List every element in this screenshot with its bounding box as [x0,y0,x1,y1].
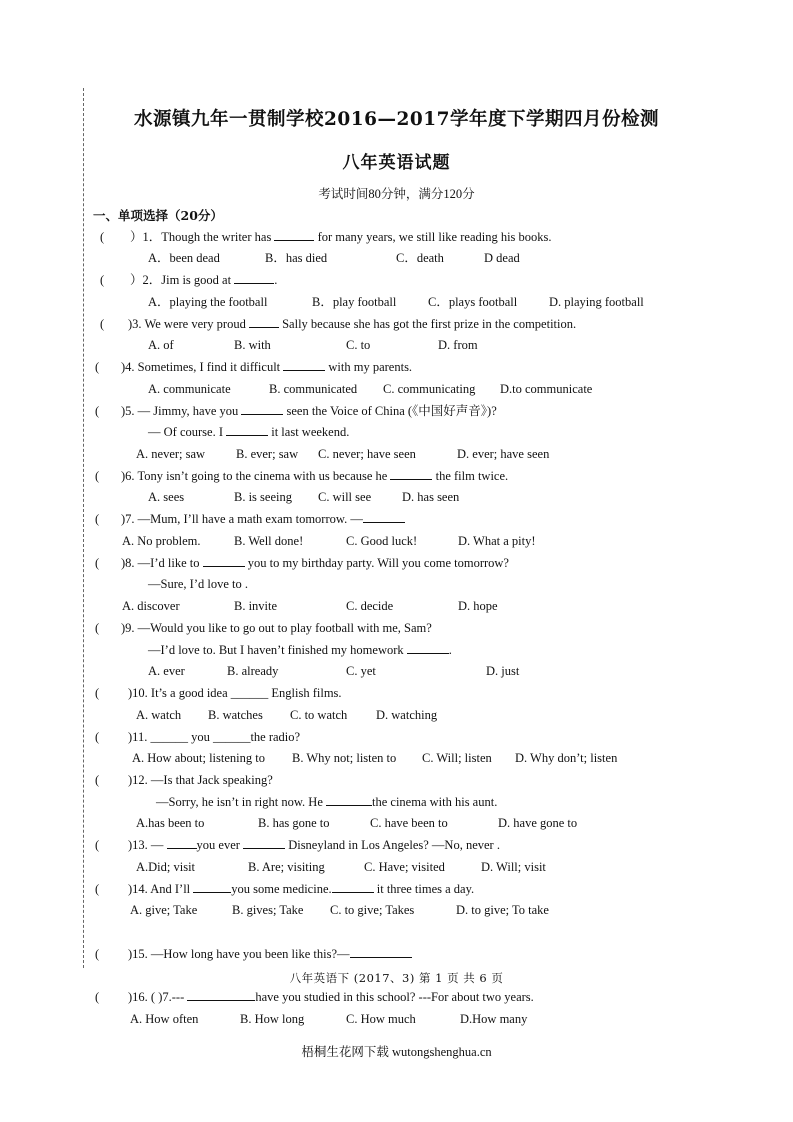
page-footer: 八年英语下 (2017、3) 第 1 页 共 6 页 [289,971,504,985]
option-b: B. Are; visiting [248,860,325,874]
option-c: C. decide [346,599,394,613]
option-a: A. watch [136,708,182,722]
answer-paren-q5: ( [95,404,100,418]
option-a: A. No problem. [122,534,201,548]
answer-paren-q10: ( [95,686,100,700]
option-d: D dead [484,251,520,265]
option-c: C. never; have seen [318,447,416,461]
answer-blank [226,424,268,436]
option-c: C. How much [346,1012,416,1026]
answer-blank [249,316,279,328]
answer-paren-q14: ( [95,882,100,896]
answer-paren-q3: ( [100,317,105,331]
answer-blank [167,837,197,849]
option-a: A. discover [122,599,180,613]
option-c: C．plays football [428,295,518,309]
option-a: A. How often [130,1012,199,1026]
option-a: A. never; saw [136,447,206,461]
question-12-line2: —Sorry, he isn’t in right now. He the cinema with his aunt. [156,795,498,809]
question-9-line2: —I’d love to. But I haven’t finished my homework . [148,643,452,657]
option-d: D. watching [376,708,438,722]
binding-cut-line [83,88,84,968]
download-source-link[interactable]: 梧桐生花网下载 wutongshenghua.cn [301,1045,492,1059]
answer-paren-q13: ( [95,838,100,852]
option-b: B. communicated [269,382,358,396]
option-b: B. is seeing [234,490,292,504]
option-a: A. ever [148,664,185,678]
question-11: )11. ______ you ______the radio? [128,730,301,744]
option-b: B. ever; saw [236,447,299,461]
answer-blank [363,511,405,523]
option-a: A. How about; listening to [132,751,265,765]
answer-blank [326,794,372,806]
question-1: ）1．Though the writer has for many years, we still like reading his books. [130,230,552,244]
section-heading: 一、单项选择（20分） [93,208,223,223]
option-d: D. has seen [402,490,460,504]
option-a: A. of [148,338,174,352]
option-d: D. to give; To take [456,903,549,917]
question-6: )6. Tony isn’t going to the cinema with us because he the film twice. [121,469,509,483]
option-d: D. just [486,664,520,678]
answer-paren-q11: ( [95,730,100,744]
option-a: A.has been to [136,816,205,830]
option-b: B．play football [312,295,397,309]
answer-paren-q7: ( [95,512,100,526]
option-c: C. to give; Takes [330,903,415,917]
option-b: B. gives; Take [232,903,304,917]
option-d: D. What a pity! [458,534,536,548]
question-3: )3. We were very proud Sally because she has got the first prize in the competition. [128,317,577,331]
option-b: B. invite [234,599,278,613]
option-b: B. watches [208,708,263,722]
answer-paren-q4: ( [95,360,100,374]
answer-paren-q2: ( [100,273,105,287]
option-b: B. Why not; listen to [292,751,397,765]
option-b: B. already [227,664,279,678]
option-c: C. will see [318,490,372,504]
answer-blank [407,642,449,654]
answer-blank [350,946,412,958]
answer-paren-q8: ( [95,556,100,570]
answer-paren-q16: ( [95,990,100,1004]
question-4: )4. Sometimes, I find it difficult with my parents. [121,360,413,374]
option-c: C．death [396,251,444,265]
option-d: D. hope [458,599,498,613]
option-d: D. Why don’t; listen [515,751,618,765]
question-7: )7. —Mum, I’ll have a math exam tomorrow. — [121,511,405,527]
question-14: )14. And I’ll you some medicine. it three times a day. [128,882,475,896]
option-c: C. Good luck! [346,534,418,548]
answer-blank [283,359,325,371]
option-a: A. sees [148,490,185,504]
option-d: D. from [438,338,478,352]
option-d: D. ever; have seen [457,447,550,461]
option-b: B. has gone to [258,816,330,830]
option-d: D. have gone to [498,816,578,830]
exam-info: 考试时间80分钟，满分120分 [318,187,475,201]
answer-paren-q12: ( [95,773,100,787]
answer-paren-q6: ( [95,469,100,483]
question-15: )15. —How long have you been like this?— [128,946,412,962]
answer-blank [193,881,231,893]
option-d: D. Will; visit [481,860,546,874]
option-d: D.How many [460,1012,528,1026]
option-d: D.to communicate [500,382,593,396]
exam-subtitle: 八年英语试题 [342,153,451,173]
option-a: A．been dead [148,251,220,265]
question-5-line2: — Of course. I it last weekend. [148,425,350,439]
option-a: A. communicate [148,382,231,396]
question-2: ）2．Jim is good at . [130,273,278,287]
answer-blank [390,468,432,480]
answer-blank [203,555,245,567]
option-c: C. to watch [290,708,348,722]
option-a: A．playing the football [148,295,268,309]
option-c: C. have been to [370,816,448,830]
option-b: B．has died [265,251,328,265]
question-9: )9. —Would you like to go out to play football with me, Sam? [121,621,432,635]
answer-blank [332,881,374,893]
question-13: )13. — you ever Disneyland in Los Angeles? —No, never . [128,838,500,852]
answer-blank [243,837,285,849]
option-b: B. How long [240,1012,305,1026]
option-d: D. playing football [549,295,644,309]
answer-blank [234,272,274,284]
option-a: A. give; Take [130,903,198,917]
option-c: C. to [346,338,371,352]
question-8: )8. —I’d like to you to my birthday party. Will you come tomorrow? [121,556,509,570]
option-c: C. communicating [383,382,476,396]
question-12: )12. —Is that Jack speaking? [128,773,273,787]
question-16: )16. ( )7.--- have you studied in this school? ---For about two years. [128,990,534,1004]
answer-paren-q9: ( [95,621,100,635]
option-a: A.Did; visit [136,860,196,874]
answer-blank [241,403,283,415]
answer-blank [274,229,314,241]
question-10: )10. It’s a good idea ______ English films. [128,686,342,700]
option-c: C. yet [346,664,376,678]
option-c: C. Will; listen [422,751,492,765]
answer-paren-q1: ( [100,230,105,244]
option-b: B. Well done! [234,534,304,548]
question-8-line2: —Sure, I’d love to . [148,577,248,591]
option-c: C. Have; visited [364,860,445,874]
answer-paren-q15: ( [95,947,100,961]
exam-title: 水源镇九年一贯制学校2016—2017学年度下学期四月份检测 [134,109,659,130]
question-5: )5. — Jimmy, have you seen the Voice of China (《中国好声音》)? [121,404,497,418]
answer-blank [187,989,255,1001]
option-b: B. with [234,338,271,352]
